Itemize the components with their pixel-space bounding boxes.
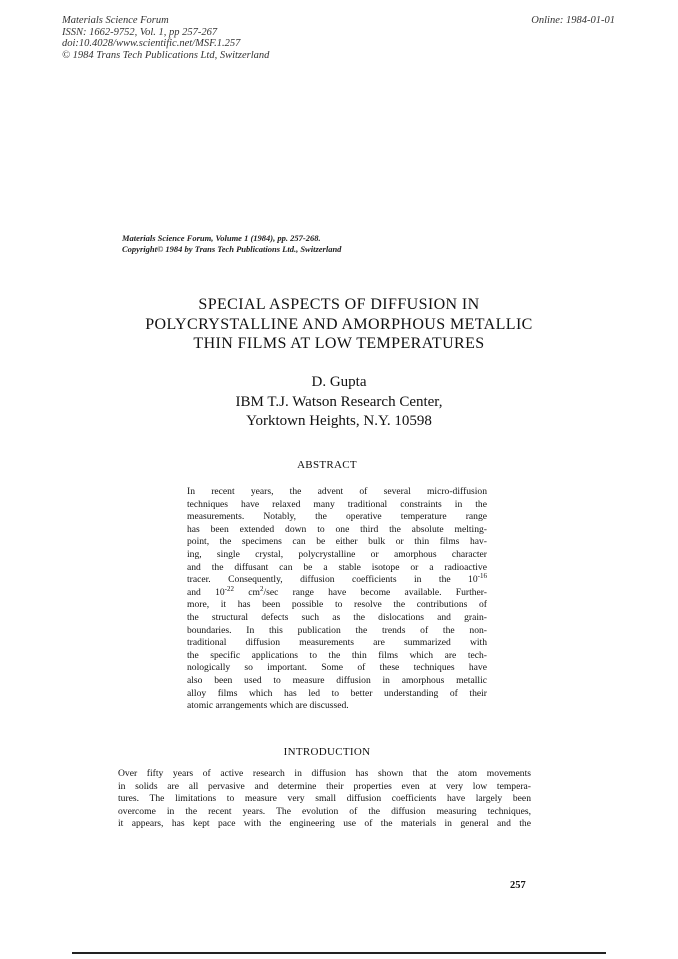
title-line-2: POLYCRYSTALLINE AND AMORPHOUS METALLIC — [145, 315, 533, 333]
abstract-line: atomic arrangements which are discussed. — [187, 700, 349, 712]
abstract-line: alloy films which has led to better understanding of their — [187, 687, 487, 699]
copyright-line: © 1984 Trans Tech Publications Ltd, Switzerland — [62, 49, 270, 61]
intro-line: it appears, has kept pace with the engineering use of the materials in general and the — [118, 818, 531, 830]
intro-line: Over fifty years of active research in diffusion has shown that the atom movements — [118, 768, 531, 779]
abstract-line: traditional diffusion measurements are summarized with — [187, 637, 487, 649]
author-affiliation: IBM T.J. Watson Research Center, — [235, 393, 443, 410]
bottom-rule — [72, 952, 606, 954]
doi-link[interactable]: doi:10.4028/www.scientific.net/MSF.1.257 — [62, 38, 241, 50]
abstract-line: techniques have relaxed many traditional constraints in the — [187, 498, 487, 510]
abstract-line: and the diffusant can be a stable isotope or a radioactive — [187, 561, 487, 573]
introduction-body — [118, 768, 531, 831]
abstract-line: has been extended down to one third the absolute melting- — [187, 523, 487, 535]
online-date: Online: 1984-01-01 — [531, 15, 615, 26]
abstract-line: measurements. Notably, the operative temperature range — [187, 511, 487, 523]
author-location: Yorktown Heights, N.Y. 10598 — [246, 413, 432, 429]
abstract-line: point, the specimens can be either bulk or thin films hav- — [187, 536, 487, 548]
stamp-line-1: Materials Science Forum, Volume 1 (1984), pp. 257-268. — [122, 233, 321, 243]
abstract-line: the specific applications to the thin films which are tech- — [187, 649, 487, 661]
journal-name: Materials Science Forum — [62, 15, 169, 26]
intro-line: in solids are all pervasive and determine their properties even at very low tempera- — [118, 780, 531, 792]
title-line-3: THIN FILMS AT LOW TEMPERATURES — [193, 335, 485, 352]
page-number: 257 — [510, 880, 526, 891]
author-name: D. Gupta — [311, 374, 367, 390]
abstract-line: ing, single crystal, polycrystalline or amorphous character — [187, 548, 487, 560]
abstract-line: and $10^{-22}$ $cm^2/\sec$ range have become available. Further- — [187, 584, 487, 598]
introduction-heading: INTRODUCTION — [283, 746, 371, 758]
abstract-body — [187, 486, 487, 713]
abstract-line: nologically so important. Some of these techniques have — [187, 662, 487, 674]
abstract-line: more, it has been possible to resolve the contributions of — [187, 599, 487, 611]
journal-header — [62, 15, 269, 61]
issn-line: ISSN: 1662-9752, Vol. 1, pp 257-267 — [62, 26, 218, 38]
abstract-line: tracer. Consequently, diffusion coefficients in the $10^{-16}$ — [187, 572, 487, 586]
exponent: 2 — [259, 584, 264, 593]
stamp-line-2: Copyright© 1984 by Trans Tech Publications Ltd., Switzerland — [122, 244, 342, 254]
paper-title — [0, 295, 678, 354]
abstract-line: also been used to measure diffusion in amorphous metallic — [187, 674, 487, 686]
exponent: -22 — [224, 584, 235, 593]
abstract-line: the structural defects such as the dislocations and grain- — [187, 611, 487, 623]
publication-stamp — [122, 233, 341, 255]
abstract-line: In recent years, the advent of several micro-diffusion — [187, 486, 487, 497]
title-line-1: SPECIAL ASPECTS OF DIFFUSION IN — [198, 296, 480, 313]
abstract-line: boundaries. In this publication the trends of the non- — [187, 624, 487, 636]
intro-line: overcome in the recent years. The evolution of the diffusion measuring techniques, — [118, 805, 531, 817]
author-block — [0, 373, 678, 432]
exponent: -16 — [477, 572, 487, 581]
intro-line: tures. The limitations to measure very small diffusion coefficients have largely been — [118, 793, 531, 805]
abstract-heading: ABSTRACT — [297, 459, 357, 471]
